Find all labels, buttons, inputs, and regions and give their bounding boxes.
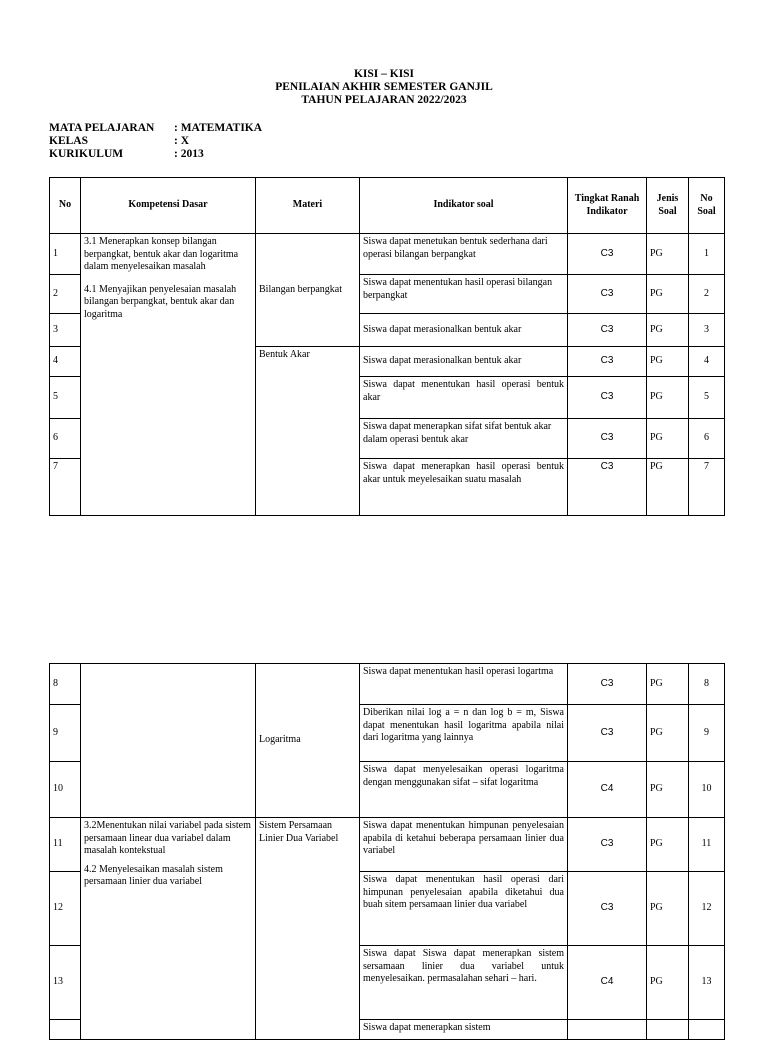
header-indikator: Indikator soal — [360, 178, 568, 234]
header-jenis: Jenis Soal — [647, 178, 689, 234]
jenis-cell: PG — [647, 664, 689, 705]
table-row — [50, 664, 725, 705]
class-row — [49, 135, 262, 148]
doc-subtitle: PENILAIAN AKHIR SEMESTER GANJIL — [275, 81, 493, 93]
header-nosoal: No Soal — [689, 178, 725, 234]
nosoal-cell: 8 — [689, 664, 725, 705]
row-no: 9 — [50, 705, 81, 762]
jenis-cell: PG — [647, 705, 689, 762]
subject-info — [49, 122, 262, 161]
tingkat-cell: C3 — [568, 705, 647, 762]
document-header — [0, 68, 768, 107]
nosoal-cell: 13 — [689, 946, 725, 1020]
subject-label: MATA PELAJARAN — [49, 122, 155, 134]
indikator-cell: Siswa dapat menerapkan sifat sifat bentuk akar dalam operasi bentuk akar — [360, 419, 568, 459]
tingkat-cell: C3 — [568, 419, 647, 459]
subject-value: : MATEMATIKA — [174, 122, 263, 134]
materi-cell: Logaritma — [256, 664, 360, 818]
row-no: 3 — [50, 314, 81, 347]
row-no: 12 — [50, 872, 81, 946]
nosoal-cell: 11 — [689, 818, 725, 872]
curriculum-row — [49, 148, 262, 161]
materi-cell: Sistem Persamaan Linier Dua Variabel — [256, 818, 360, 1040]
nosoal-cell: 7 — [689, 459, 725, 516]
indikator-cell: Diberikan nilai log a = n dan log b = m, Siswa dapat menentukan hasil logaritma apabila nilai dari logaritma yang lainnya — [360, 705, 568, 762]
jenis-cell — [647, 1020, 689, 1040]
indikator-cell: Siswa dapat menentukan hasil operasi logartma — [360, 664, 568, 705]
tingkat-cell: C3 — [568, 818, 647, 872]
grid-table-page1 — [49, 177, 725, 516]
nosoal-cell: 6 — [689, 419, 725, 459]
jenis-cell: PG — [647, 872, 689, 946]
row-no: 10 — [50, 762, 81, 818]
class-value: : X — [174, 135, 190, 147]
header-kd: Kompetensi Dasar — [81, 178, 256, 234]
header-no: No — [50, 178, 81, 234]
table-row — [50, 234, 725, 275]
tingkat-cell: C4 — [568, 762, 647, 818]
indikator-cell: Siswa dapat menerapkan sistem — [360, 1020, 568, 1040]
materi-cell: Bentuk Akar — [256, 347, 360, 516]
tingkat-cell: C3 — [568, 664, 647, 705]
nosoal-cell: 10 — [689, 762, 725, 818]
tingkat-cell: C3 — [568, 314, 647, 347]
grid-table-page2 — [49, 663, 725, 1040]
indikator-cell: Siswa dapat Siswa dapat menerapkan sistem sersamaan linier dua variabel untuk menyelesaikan. permasalahan sehari – hari. — [360, 946, 568, 1020]
row-no: 6 — [50, 419, 81, 459]
header-materi: Materi — [256, 178, 360, 234]
indikator-cell: Siswa dapat menentukan hasil operasi bentuk akar — [360, 377, 568, 419]
indikator-cell: Siswa dapat menetukan bentuk sederhana dari operasi bilangan berpangkat — [360, 234, 568, 275]
table-row — [50, 818, 725, 872]
kd-text: 4.1 Menyajikan penyelesaian masalah bilangan berpangkat, bentuk akar dan logaritma — [84, 283, 237, 320]
row-no: 4 — [50, 347, 81, 377]
indikator-cell: Siswa dapat merasionalkan bentuk akar — [360, 347, 568, 377]
class-label: KELAS — [49, 135, 88, 147]
doc-year: TAHUN PELAJARAN 2022/2023 — [301, 94, 467, 106]
tingkat-cell: C3 — [568, 377, 647, 419]
tingkat-cell: C3 — [568, 275, 647, 314]
jenis-cell: PG — [647, 377, 689, 419]
nosoal-cell: 4 — [689, 347, 725, 377]
subject-row — [49, 122, 262, 135]
indikator-cell: Siswa dapat menyelesaikan operasi logaritma dengan menggunakan sifat – sifat logaritma — [360, 762, 568, 818]
doc-title: KISI – KISI — [353, 68, 415, 80]
jenis-cell: PG — [647, 347, 689, 377]
tingkat-cell: C3 — [568, 872, 647, 946]
kd-text: 3.2Menentukan nilai variabel pada sistem persamaan linear dua variabel dalam masalah kontekstual — [84, 820, 251, 856]
tingkat-cell: C3 — [568, 234, 647, 275]
jenis-cell: PG — [647, 459, 689, 516]
row-no: 2 — [50, 275, 81, 314]
table-header-row — [50, 178, 725, 234]
indikator-cell: Siswa dapat merasionalkan bentuk akar — [360, 314, 568, 347]
nosoal-cell: 1 — [689, 234, 725, 275]
jenis-cell: PG — [647, 234, 689, 275]
indikator-cell: Siswa dapat menerapkan hasil operasi bentuk akar untuk meyelesaikan suatu masalah — [360, 459, 568, 516]
tingkat-cell: C4 — [568, 946, 647, 1020]
tingkat-cell — [568, 1020, 647, 1040]
row-no: 7 — [50, 459, 81, 516]
indikator-cell: Siswa dapat menentukan himpunan penyelesaian apabila di ketahui beberapa persamaan linier dua variabel — [360, 818, 568, 872]
jenis-cell: PG — [647, 762, 689, 818]
jenis-cell: PG — [647, 818, 689, 872]
kd-cell-empty — [81, 664, 256, 818]
row-no — [50, 1020, 81, 1040]
jenis-cell: PG — [647, 275, 689, 314]
nosoal-cell: 9 — [689, 705, 725, 762]
row-no: 5 — [50, 377, 81, 419]
header-tingkat: Tingkat Ranah Indikator — [568, 178, 647, 234]
nosoal-cell: 5 — [689, 377, 725, 419]
nosoal-cell — [689, 1020, 725, 1040]
curriculum-label: KURIKULUM — [49, 148, 124, 160]
materi-cell: Bilangan berpangkat — [256, 234, 360, 347]
kd-text: 4.2 Menyelesaikan masalah sistem persamaan linier dua variabel — [84, 863, 223, 887]
jenis-cell: PG — [647, 946, 689, 1020]
tingkat-cell: C3 — [568, 459, 647, 516]
nosoal-cell: 12 — [689, 872, 725, 946]
row-no: 8 — [50, 664, 81, 705]
jenis-cell: PG — [647, 314, 689, 347]
tingkat-cell: C3 — [568, 347, 647, 377]
indikator-cell: Siswa dapat menentukan hasil operasi dari himpunan penyelesaian apabila diketahui dua buah sitem persamaan linier dua variabel — [360, 872, 568, 946]
nosoal-cell: 2 — [689, 275, 725, 314]
curriculum-value: : 2013 — [174, 148, 204, 160]
row-no: 13 — [50, 946, 81, 1020]
indikator-cell: Siswa dapat menentukan hasil operasi bilangan berpangkat — [360, 275, 568, 314]
row-no: 1 — [50, 234, 81, 275]
kd-cell — [81, 818, 256, 1040]
row-no: 11 — [50, 818, 81, 872]
jenis-cell: PG — [647, 419, 689, 459]
kd-cell — [81, 234, 256, 516]
kd-text: 3.1 Menerapkan konsep bilangan berpangkat, bentuk akar dan logaritma dalam menyelesaikan masalah — [84, 236, 239, 272]
nosoal-cell: 3 — [689, 314, 725, 347]
